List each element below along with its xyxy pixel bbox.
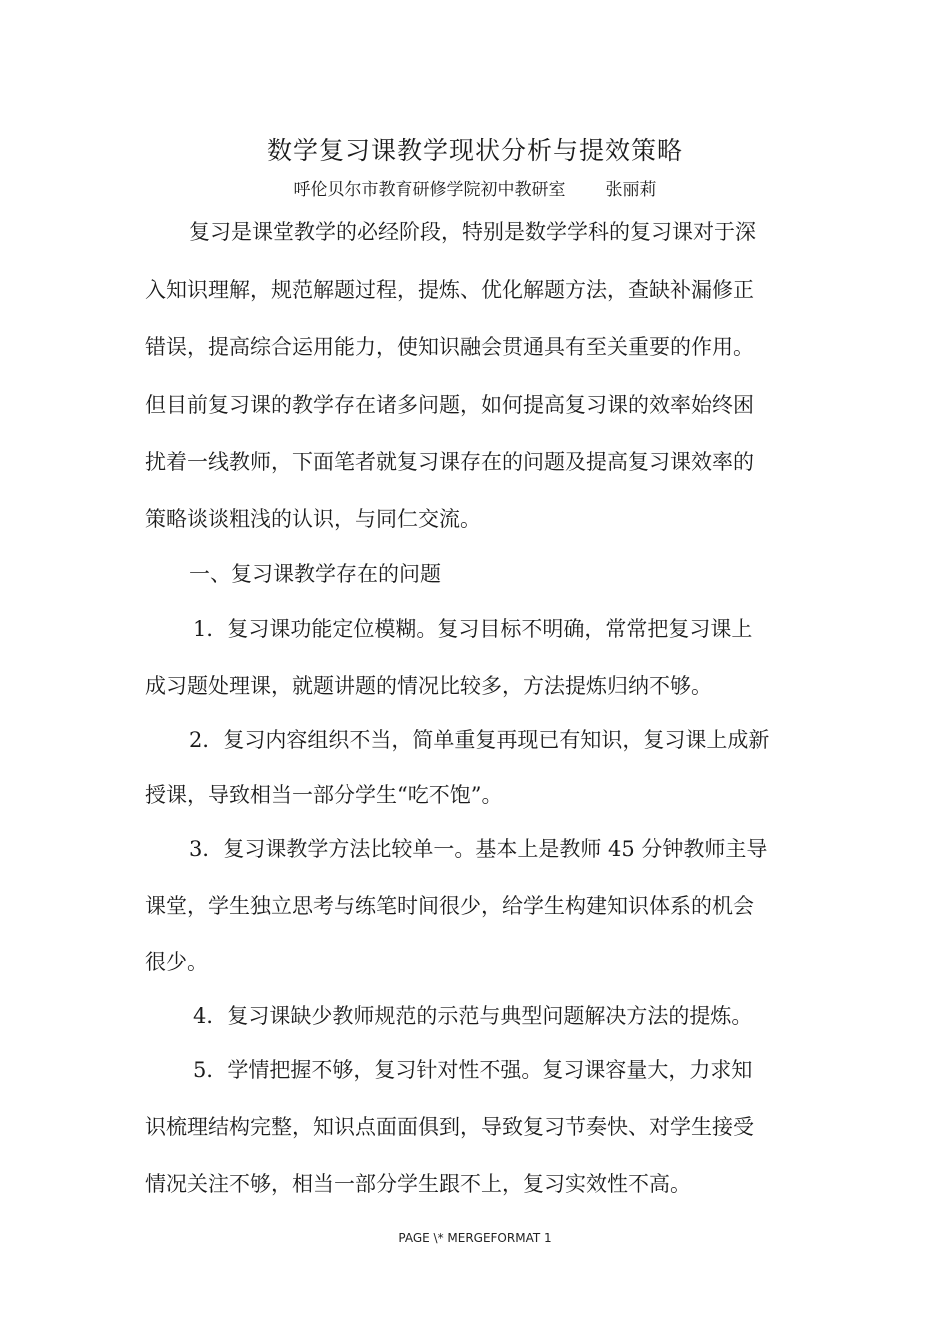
paragraph-line: 4．复习课缺少教师规范的示范与典型问题解决方法的提炼。: [193, 1004, 753, 1028]
paragraph-line: 1．复习课功能定位模糊。复习目标不明确，常常把复习课上: [193, 617, 753, 641]
paragraph-line: 策略谈谈粗浅的认识，与同仁交流。: [145, 507, 481, 531]
author-name: 张丽莉: [605, 180, 657, 200]
paragraph-line: 情况关注不够，相当一部分学生跟不上，复习实效性不高。: [145, 1172, 691, 1196]
paragraph-line: 3．复习课教学方法比较单一。基本上是教师 45 分钟教师主导: [189, 837, 768, 861]
paragraph-line: 复习是课堂教学的必经阶段，特别是数学学科的复习课对于深: [189, 220, 756, 244]
paragraph-line: 错误，提高综合运用能力，使知识融会贯通具有至关重要的作用。: [145, 335, 754, 359]
paragraph-line: 成习题处理课，就题讲题的情况比较多，方法提炼归纳不够。: [145, 674, 712, 698]
paragraph-line: 很少。: [145, 950, 208, 974]
paragraph-line: 5．学情把握不够，复习针对性不强。复习课容量大，力求知: [193, 1058, 753, 1082]
section-heading: 一、复习课教学存在的问题: [189, 562, 441, 586]
author-organization: 呼伦贝尔市教育研修学院初中教研室: [293, 180, 566, 200]
paragraph-line: 识梳理结构完整，知识点面面俱到，导致复习节奏快、对学生接受: [145, 1115, 754, 1139]
paragraph-line: 但目前复习课的教学存在诸多问题，如何提高复习课的效率始终困: [145, 393, 754, 417]
document-title: 数学复习课教学现状分析与提效策略: [266, 136, 683, 165]
page-footer-field: PAGE \* MERGEFORMAT 1: [398, 1231, 552, 1245]
paragraph-line: 课堂，学生独立思考与练笔时间很少，给学生构建知识体系的机会: [145, 894, 754, 918]
paragraph-line: 授课，导致相当一部分学生“吃不饱”。: [145, 783, 503, 807]
paragraph-line: 入知识理解，规范解题过程，提炼、优化解题方法，查缺补漏修正: [145, 278, 754, 302]
paragraph-line: 2．复习内容组织不当，简单重复再现已有知识，复习课上成新: [189, 728, 770, 752]
paragraph-line: 扰着一线教师，下面笔者就复习课存在的问题及提高复习课效率的: [145, 450, 754, 474]
author-line: [0, 177, 950, 203]
